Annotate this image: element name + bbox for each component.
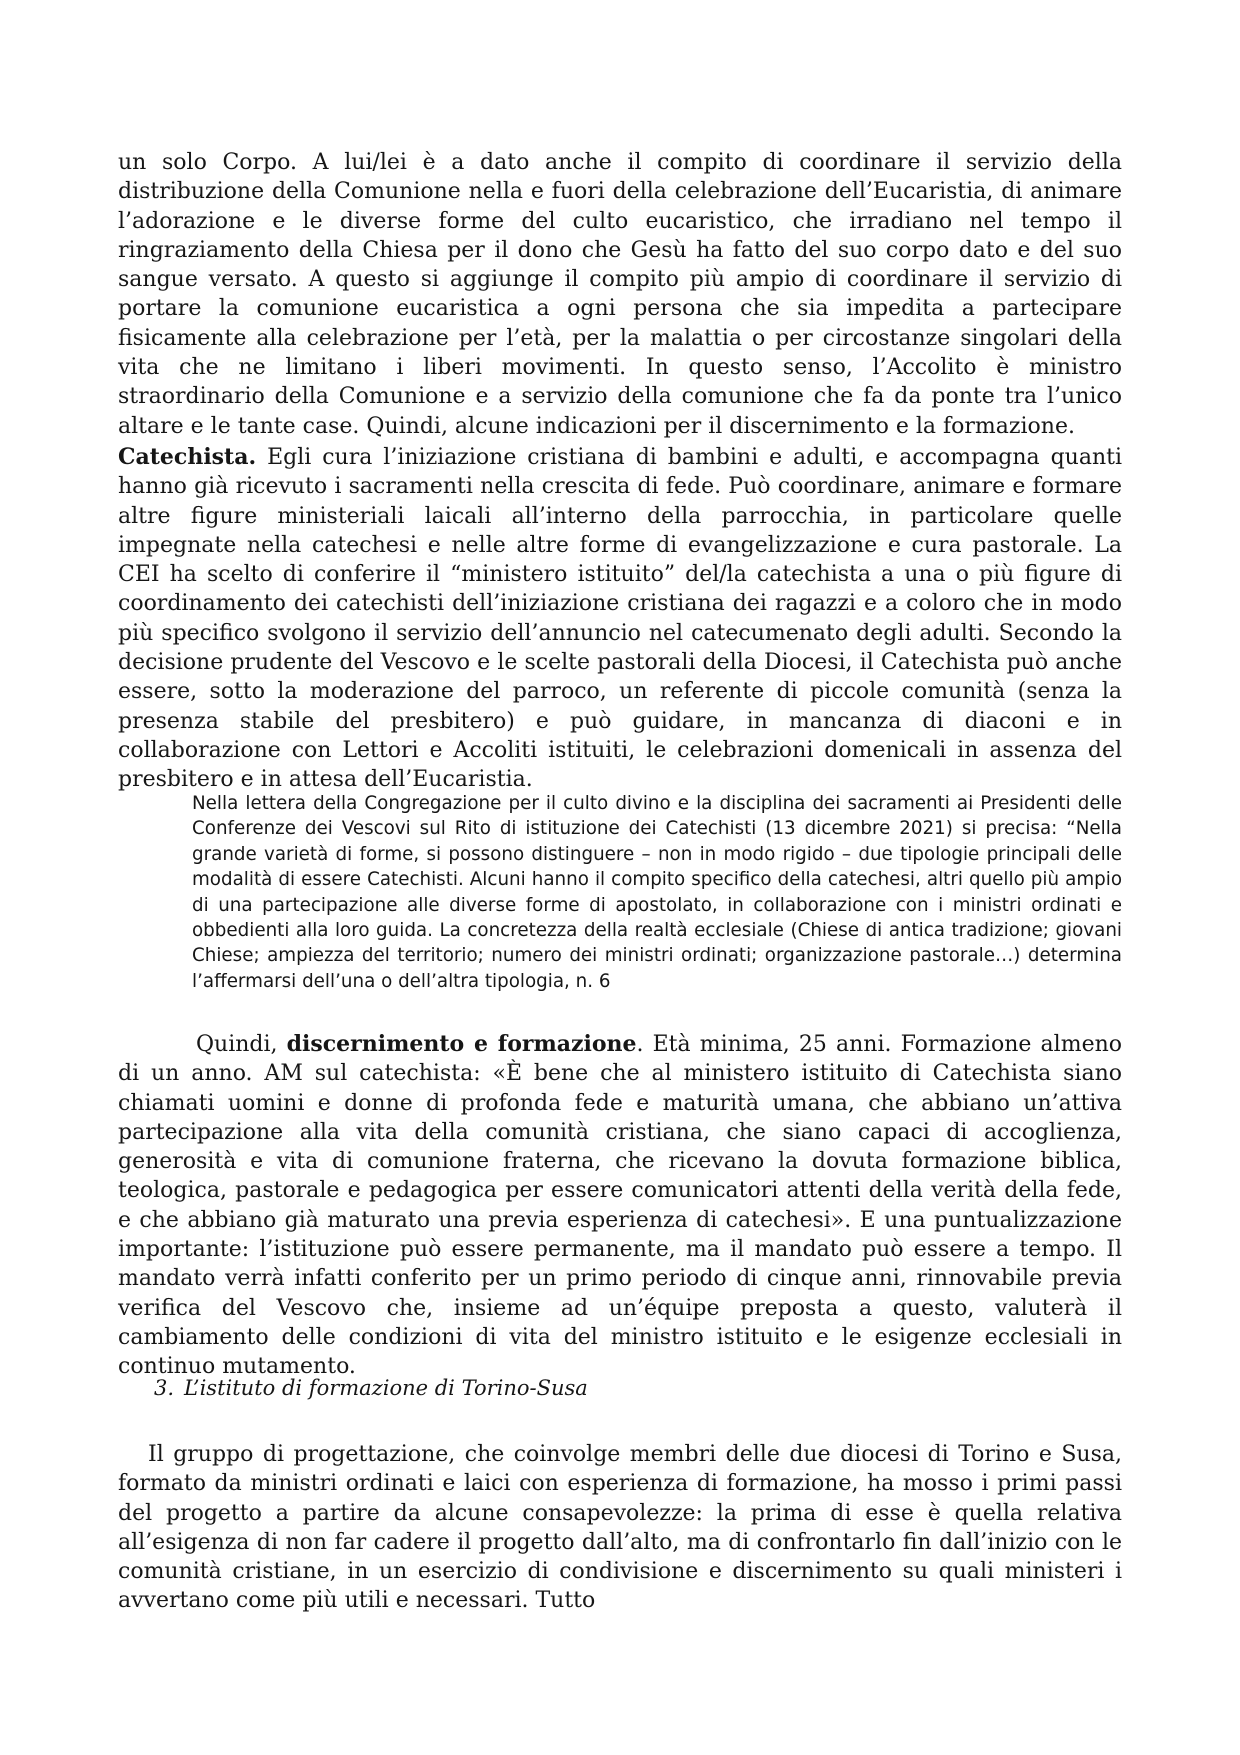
paragraph-gruppo-progettazione	[118, 1440, 1122, 1616]
discernimento-bold-term: discernimento e formazione	[286, 1031, 637, 1057]
paragraph-text: . Età minima, 25 anni. Formazione almeno di un anno. AM sul catechista: «È bene che al ministero istituito di Catechista siano chiamati uomini e donne di profonda fede e maturità umana, che abbiano un’attiva partecipazione alla vita della comunità cristiana, che siano capaci di accoglienza, generosità e vita di comunione fraterna, che ricevano la dovuta formazione biblica, teologica, pastorale e pedagogica per essere comunicatori attenti della verità della fede, e che abbiano già maturato una previa esperienza di catechesi». E una puntualizzazione importante: l’istituzione può essere permanente, ma il mandato può essere a tempo. Il mandato verrà infatti conferito per un primo periodo di cinque anni, rinnovabile previa verifica del Vescovo che, insieme ad un’équipe preposta a questo, valuterà il cambiamento delle condizioni di vita del ministro istituito e le esigenze ecclesiali in continuo mutamento.	[118, 1032, 1122, 1380]
paragraph-intro: Quindi,	[196, 1032, 287, 1057]
section-number: 3.	[154, 1376, 175, 1400]
paragraph-text: Egli cura l’iniziazione cristiana di bambini e adulti, e accompagna quanti hanno già ricevuto i sacramenti nella crescita di fede. Può coordinare, animare e formare altre figure ministeriali laicali all’interno della parrocchia, in particolare quelle impegnate nella catechesi e nelle altre forme di evangelizzazione e cura pastorale. La CEI ha scelto di conferire il “ministero istituito” del/la catechista a una o più figure di coordinamento dei catechisti dell’iniziazione cristiana dei ragazzi e a coloro che in modo più specifico svolgono il servizio dell’annuncio nel catecumenato degli adulti. Secondo la decisione prudente del Vescovo e le scelte pastorali della Diocesi, il Catechista può anche essere, sotto la moderazione del parroco, un referente di piccole comunità (senza la presenza stabile del presbitero) e può guidare, in mancanza di diaconi e in collaborazione con Lettori e Accoliti istituiti, le celebrazioni domenicali in assenza del presbitero e in attesa dell’Eucaristia.	[118, 445, 1122, 793]
catechista-lead-term: Catechista.	[118, 444, 257, 470]
paragraph-text: un solo Corpo. A lui/lei è a dato anche il compito di coordinare il servizio della distribuzione della Comunione nella e fuori della celebrazione dell’Eucaristia, di animare l’adorazione e le diverse forme del culto eucaristico, che irradiano nel tempo il ringraziamento della Chiesa per il dono che Gesù ha fatto del suo corpo dato e del suo sangue versato. A questo si aggiunge il compito più ampio di coordinare il servizio di portare la comunione eucaristica a ogni persona che sia impedita a partecipare fisicamente alla celebrazione per l’età, per la malattia o per circostanze singolari della vita che ne limitano i liberi movimenti. In questo senso, l’Accolito è ministro straordinario della Comunione e a servizio della comunione che fa da ponte tra l’unico altare e le tante case. Quindi, alcune indicazioni per il discernimento e la formazione.	[118, 150, 1122, 439]
paragraph-catechista	[118, 443, 1122, 795]
quote-text: Nella lettera della Congregazione per il culto divino e la disciplina dei sacramenti ai Presidenti delle Conferenze dei Vescovi sul Rito di istituzione dei Catechisti (13 dicembre 2021) si precisa: “Nella grande varietà di forme, si possono distinguere – non in modo rigido – due tipologie principali delle modalità di essere Catechisti. Alcuni hanno il compito specifico della catechesi, altri quello più ampio di una partecipazione alle diverse forme di apostolato, in collaborazione con i ministri ordinati e obbedienti alla loro guida. La concretezza della realtà ecclesiale (Chiese di antica tradizione; giovani Chiese; ampiezza del territorio; numero dei ministri ordinati; organizzazione pastorale…) determina l’affermarsi dell’una o dell’altra tipologia, n. 6	[192, 793, 1122, 992]
paragraph-accolito-continued	[118, 148, 1122, 441]
paragraph-text: Il gruppo di progettazione, che coinvolge membri delle due diocesi di Torino e Susa, formato da ministri ordinati e laici con esperienza di formazione, ha mosso i primi passi del progetto a partire da alcune consapevolezze: la prima di esse è quella relativa all’esigenza di non far cadere il progetto dall’alto, ma di confrontarlo fin dall’inizio con le comunità cristiane, in un esercizio di condivisione e discernimento su quali ministeri i avvertano come più utili e necessari. Tutto	[118, 1442, 1122, 1614]
paragraph-discernimento	[118, 1030, 1122, 1382]
section-heading	[154, 1374, 588, 1403]
section-title: L’istituto di formazione di Torino-Susa	[184, 1376, 588, 1400]
block-quote-letter	[192, 791, 1122, 994]
